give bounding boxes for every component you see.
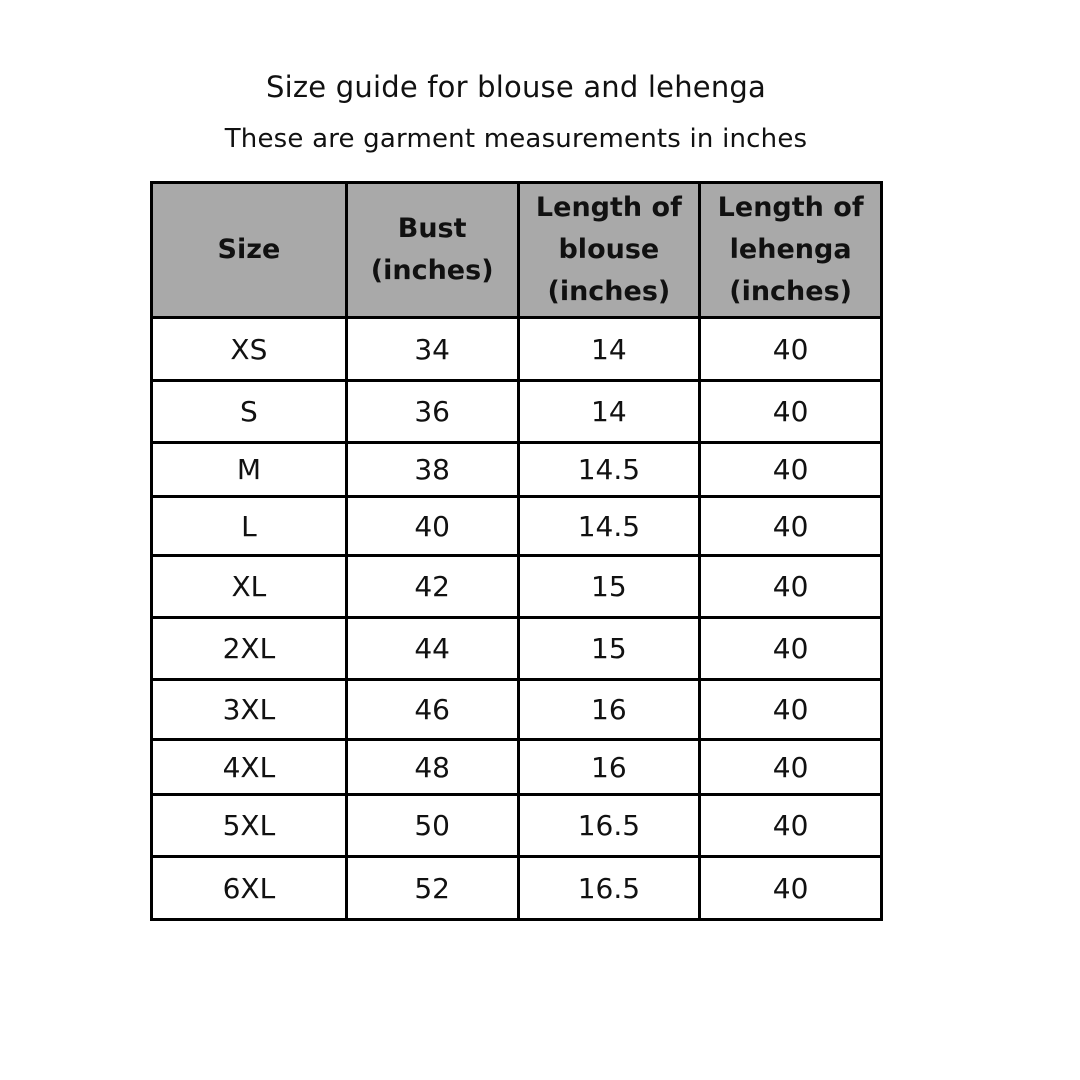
cell-size: 5XL — [152, 795, 347, 857]
header-blouse-line: (inches) — [547, 276, 671, 307]
header-blouse-line: Length of — [535, 192, 682, 223]
cell-lehenga-length: 40 — [700, 497, 882, 556]
cell-bust: 48 — [346, 740, 518, 795]
cell-bust: 50 — [346, 795, 518, 857]
cell-blouse-length: 14 — [518, 381, 700, 443]
cell-lehenga-length: 40 — [700, 443, 882, 497]
page-subtitle: These are garment measurements in inches — [224, 124, 808, 154]
cell-lehenga-length: 40 — [700, 618, 882, 680]
cell-size: XL — [152, 556, 347, 618]
cell-size: 2XL — [152, 618, 347, 680]
cell-blouse-length: 15 — [518, 618, 700, 680]
cell-blouse-length: 14.5 — [518, 443, 700, 497]
cell-size: L — [152, 497, 347, 556]
page-title: Size guide for blouse and lehenga — [266, 70, 766, 104]
header-lehenga-line: (inches) — [729, 276, 852, 307]
table-header-row — [152, 183, 882, 318]
cell-blouse-length: 14 — [518, 318, 700, 381]
cell-blouse-length: 16.5 — [518, 857, 700, 920]
cell-bust: 38 — [346, 443, 518, 497]
cell-size: 6XL — [152, 857, 347, 920]
cell-bust: 34 — [346, 318, 518, 381]
cell-blouse-length: 16 — [518, 740, 700, 795]
cell-size: 4XL — [152, 740, 347, 795]
cell-blouse-length: 14.5 — [518, 497, 700, 556]
cell-size: 3XL — [152, 680, 347, 740]
cell-size: M — [152, 443, 347, 497]
cell-bust: 42 — [346, 556, 518, 618]
header-bust-line: Bust (inches) — [370, 213, 494, 286]
cell-lehenga-length: 40 — [700, 556, 882, 618]
cell-lehenga-length: 40 — [700, 680, 882, 740]
table-row — [152, 318, 882, 381]
header-blouse-line: blouse — [558, 234, 660, 265]
header-lehenga-line: lehenga — [729, 234, 852, 265]
size-table — [150, 181, 883, 921]
cell-lehenga-length: 40 — [700, 740, 882, 795]
cell-bust: 40 — [346, 497, 518, 556]
table-row — [152, 497, 882, 556]
cell-blouse-length: 15 — [518, 556, 700, 618]
header-bust — [346, 183, 518, 318]
table-row — [152, 857, 882, 920]
header-lehenga-line: Length of — [717, 192, 864, 223]
cell-lehenga-length: 40 — [700, 381, 882, 443]
header-size-line: Size — [217, 234, 281, 265]
table-row — [152, 740, 882, 795]
cell-bust: 44 — [346, 618, 518, 680]
table-row — [152, 795, 882, 857]
cell-lehenga-length: 40 — [700, 857, 882, 920]
cell-blouse-length: 16 — [518, 680, 700, 740]
table-row — [152, 680, 882, 740]
cell-size: XS — [152, 318, 347, 381]
header-size — [152, 183, 347, 318]
table-row — [152, 556, 882, 618]
header-blouse-length — [518, 183, 700, 318]
cell-lehenga-length: 40 — [700, 318, 882, 381]
cell-bust: 36 — [346, 381, 518, 443]
table-row — [152, 381, 882, 443]
cell-size: S — [152, 381, 347, 443]
table-row — [152, 443, 882, 497]
cell-bust: 52 — [346, 857, 518, 920]
header-lehenga-length — [700, 183, 882, 318]
cell-bust: 46 — [346, 680, 518, 740]
table-row — [152, 618, 882, 680]
cell-lehenga-length: 40 — [700, 795, 882, 857]
cell-blouse-length: 16.5 — [518, 795, 700, 857]
